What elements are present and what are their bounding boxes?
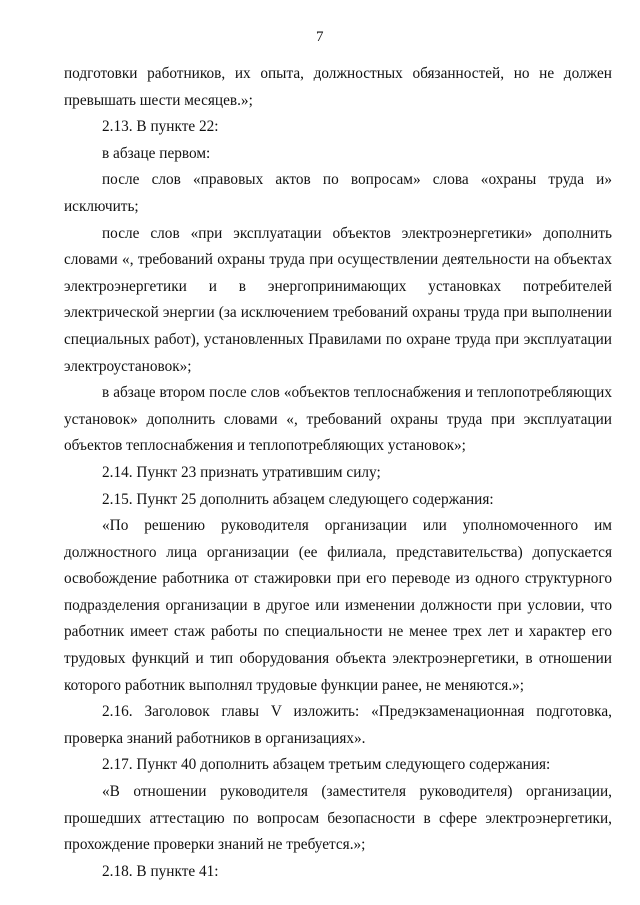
paragraph-internship-exemption: «По решению руководителя организации или уполномоченного им должностного лица организации (ее филиала, представительства) допускается освобождение работника от стажировки при его переводе из одного структурного подразделения организации в другое или изменении должности при условии, что работник имеет стаж работы по специальности не менее трех лет и характер его трудовых функций и тип оборудования объекта электроэнергетики, в отношении которого работник выполнял трудовые функции ранее, не меняются.»;	[64, 517, 612, 694]
item-2-15: 2.15. Пункт 25 дополнить абзацем следующего содержания:	[102, 490, 494, 508]
item-2-14: 2.14. Пункт 23 признать утратившим силу;	[102, 463, 381, 481]
page-number: 7	[316, 29, 324, 45]
item-2-13-heading: 2.13. В пункте 22:	[102, 118, 219, 136]
paragraph-first-abzats: в абзаце первом:	[102, 144, 211, 162]
paragraph-second-abzats: в абзаце втором после слов «объектов теплоснабжения и теплопотребляющих установок» дополнить словами «, требований охраны труда при эксплуатации объектов теплоснабжения и теплопотребляющих установок»;	[64, 384, 612, 455]
paragraph-continuation: подготовки работников, их опыта, должностных обязанностей, но не должен превышать шести месяцев.»;	[64, 65, 612, 109]
paragraph-exclude-words: после слов «правовых актов по вопросам» слова «охраны труда и» исключить;	[64, 171, 612, 215]
item-2-18: 2.18. В пункте 41:	[102, 862, 219, 880]
item-2-17: 2.17. Пункт 40 дополнить абзацем третьим следующего содержания:	[102, 756, 551, 774]
paragraph-attestation: «В отношении руководителя (заместителя руководителя) организации, прошедших аттестацию по вопросам безопасности в сфере электроэнергетики, прохождение проверки знаний не требуется.»;	[64, 783, 612, 854]
item-2-16: 2.16. Заголовок главы V изложить: «Предэкзаменационная подготовка, проверка знаний работников в организациях».	[64, 703, 612, 747]
document-body	[64, 61, 612, 885]
paragraph-add-requirements-electro: после слов «при эксплуатации объектов электроэнергетики» дополнить словами «, требований охраны труда при осуществлении деятельности на объектах электроэнергетики и в энергопринимающих установках потребителей электрической энергии (за исключением требований охраны труда при выполнении специальных работ), установленных Правилами по охране труда при эксплуатации электроустановок»;	[64, 224, 612, 375]
